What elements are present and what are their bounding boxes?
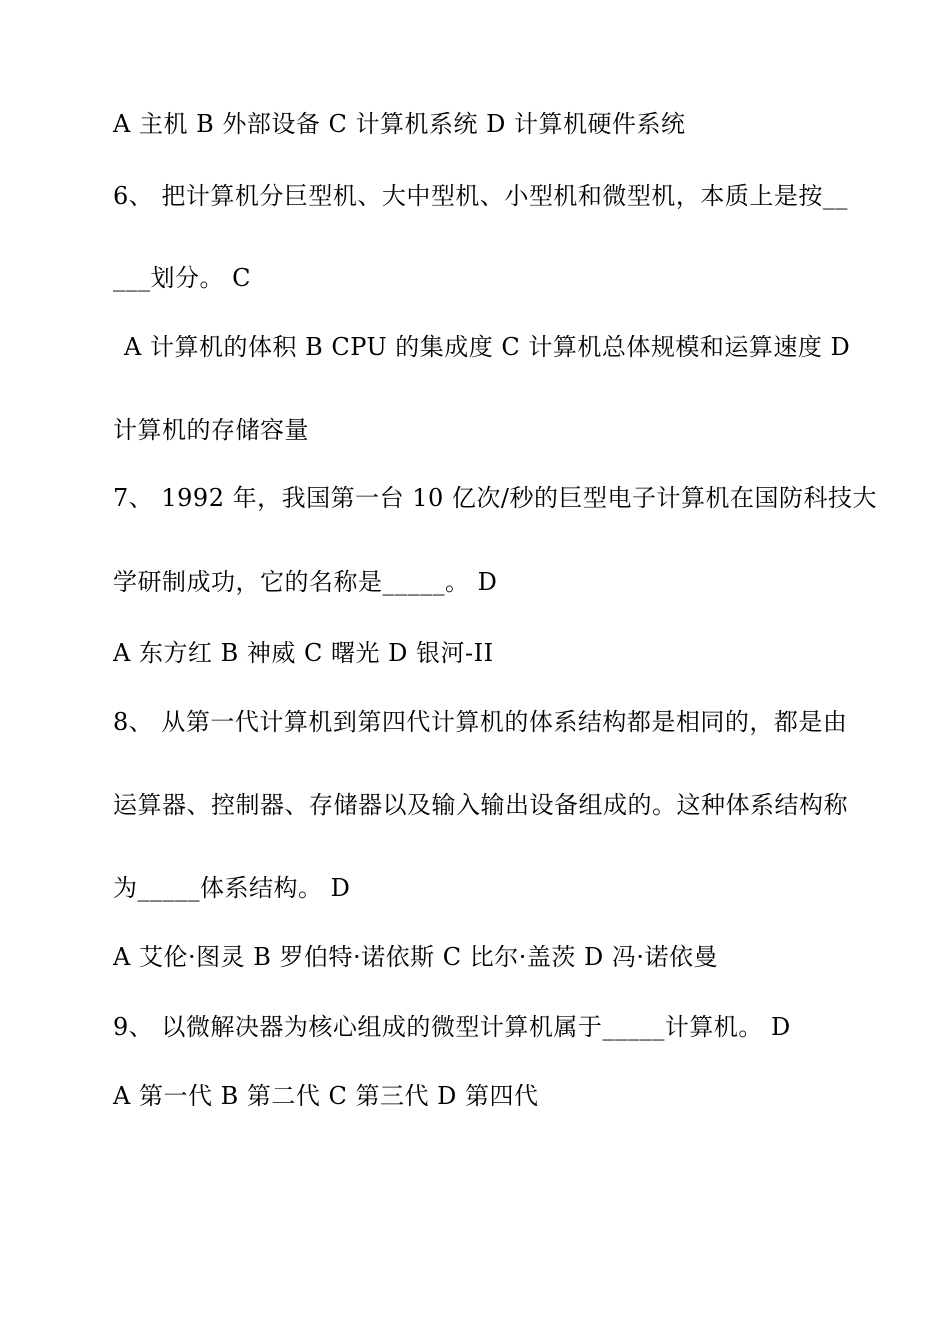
q8-options: A 艾伦·图灵 B 罗伯特·诺依斯 C 比尔·盖茨 D 冯·诺依曼 [113, 943, 718, 971]
q6-options: A 计算机的体积 B CPU 的集成度 C 计算机总体规模和运算速度 D [124, 333, 851, 361]
q7-question-continued: 学研制成功，它的名称是_____。 D [113, 568, 498, 596]
q9-options: A 第一代 B 第二代 C 第三代 D 第四代 [113, 1082, 539, 1110]
q7-options: A 东方红 B 神威 C 曙光 D 银河-II [113, 639, 494, 667]
q5-options: A 主机 B 外部设备 C 计算机系统 D 计算机硬件系统 [113, 110, 686, 138]
q8-question-continued: 运算器、控制器、存储器以及输入输出设备组成的。这种体系结构称 [113, 791, 848, 819]
q6-options-continued: 计算机的存储容量 [113, 416, 309, 444]
q9-question: 9、 以微解决器为核心组成的微型计算机属于_____计算机。 D [113, 1013, 791, 1041]
q6-question: 6、 把计算机分巨型机、大中型机、小型机和微型机，本质上是按__ [113, 182, 848, 210]
q8-question-end: 为_____体系结构。 D [113, 874, 351, 902]
q8-question: 8、 从第一代计算机到第四代计算机的体系结构都是相同的，都是由 [113, 708, 848, 736]
q6-question-continued: ___划分。 C [113, 264, 251, 292]
q7-question: 7、 1992 年，我国第一台 10 亿次/秒的巨型电子计算机在国防科技大 [113, 484, 877, 512]
